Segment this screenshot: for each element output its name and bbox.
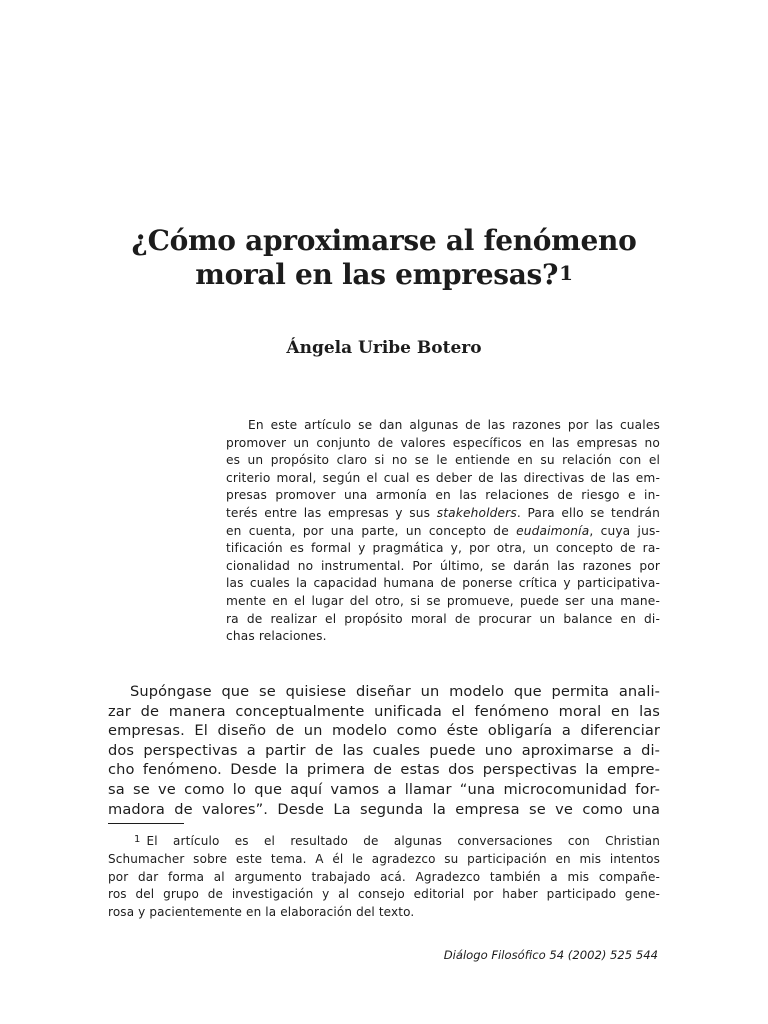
journal-citation: Diálogo Filosófico 54 (2002) 525 544 [443,948,658,962]
abstract-italic-term: eudaimonía [516,523,590,538]
abstract-line: cionalidad no instrumental. Por último, se darán las razones por [226,558,660,573]
abstract-line: En este artículo se dan algunas de las razones por las cuales [248,418,660,432]
abstract-line: las cuales la capacidad humana de ponerse crítica y participativa- [226,576,660,591]
body-line: dos perspectivas a partir de las cuales puede uno aproximarse a di- [108,741,660,759]
abstract [226,417,660,646]
footnote-line: rosa y pacientemente en la elaboración del texto. [108,904,415,919]
body-line: madora de valores”. Desde La segunda la empresa se ve como una [108,800,660,818]
body-line: Supóngase que se quisiese diseñar un modelo que permita anali- [130,683,660,700]
body-paragraph [108,682,660,819]
abstract-line: presas promover una armonía en las relaciones de riesgo e in- [226,488,660,503]
title-line-2-text: moral en las empresas? [195,258,559,291]
footnote-divider [108,823,184,824]
abstract-line: tificación es formal y pragmática y, por otra, un concepto de ra- [226,541,660,556]
article-title [80,224,688,294]
title-line-2 [80,258,688,294]
title-footnote-mark: 1 [559,261,573,285]
abstract-line: chas relaciones. [226,629,327,644]
abstract-line [226,505,660,523]
abstract-line: mente en el lugar del otro, si se promueve, puede ser una mane- [226,593,660,608]
author-name: Ángela Uribe Botero [286,338,482,358]
body-line: zar de manera conceptualmente unificada el fenómeno moral en las [108,702,660,720]
footnote-line: por dar forma al argumento trabajado acá. Agradezco también a mis compañe- [108,869,660,884]
body-line: cho fenómeno. Desde la primera de estas dos perspectivas la empre- [108,761,660,779]
footnote-text: El artículo es el resultado de algunas conversaciones con Christian [146,834,660,848]
abstract-text: en cuenta, por una parte, un concepto de [226,523,517,538]
footnote-line: Schumacher sobre este tema. A él le agradezco su participación en mis intentos [108,852,660,867]
footnote-mark: 1 [134,834,141,845]
abstract-line: es un propósito claro si no se le entiende en su relación con el [226,453,660,468]
body-line: sa se ve como lo que aquí vamos a llamar “una microcomunidad for- [108,780,660,798]
footnote-line [108,833,660,851]
abstract-line: criterio moral, según el cual es deber de las directivas de las em- [226,470,660,485]
footnote [108,833,660,921]
title-line-1: ¿Cómo aproximarse al fenómeno [131,224,637,257]
abstract-text: terés entre las empresas y sus [226,505,437,520]
abstract-line: promover un conjunto de valores específicos en las empresas no [226,435,660,450]
abstract-italic-term: stakeholders [436,505,517,520]
body-line: empresas. El diseño de un modelo como éste obligaría a diferenciar [108,722,660,740]
abstract-line [226,523,660,541]
footnote-line: ros del grupo de investigación y al consejo editorial por haber participado gene- [108,887,660,902]
abstract-line: ra de realizar el propósito moral de procurar un balance en di- [226,611,660,626]
abstract-text: , cuya jus- [589,523,660,538]
abstract-text: . Para ello se tendrán [516,505,661,520]
